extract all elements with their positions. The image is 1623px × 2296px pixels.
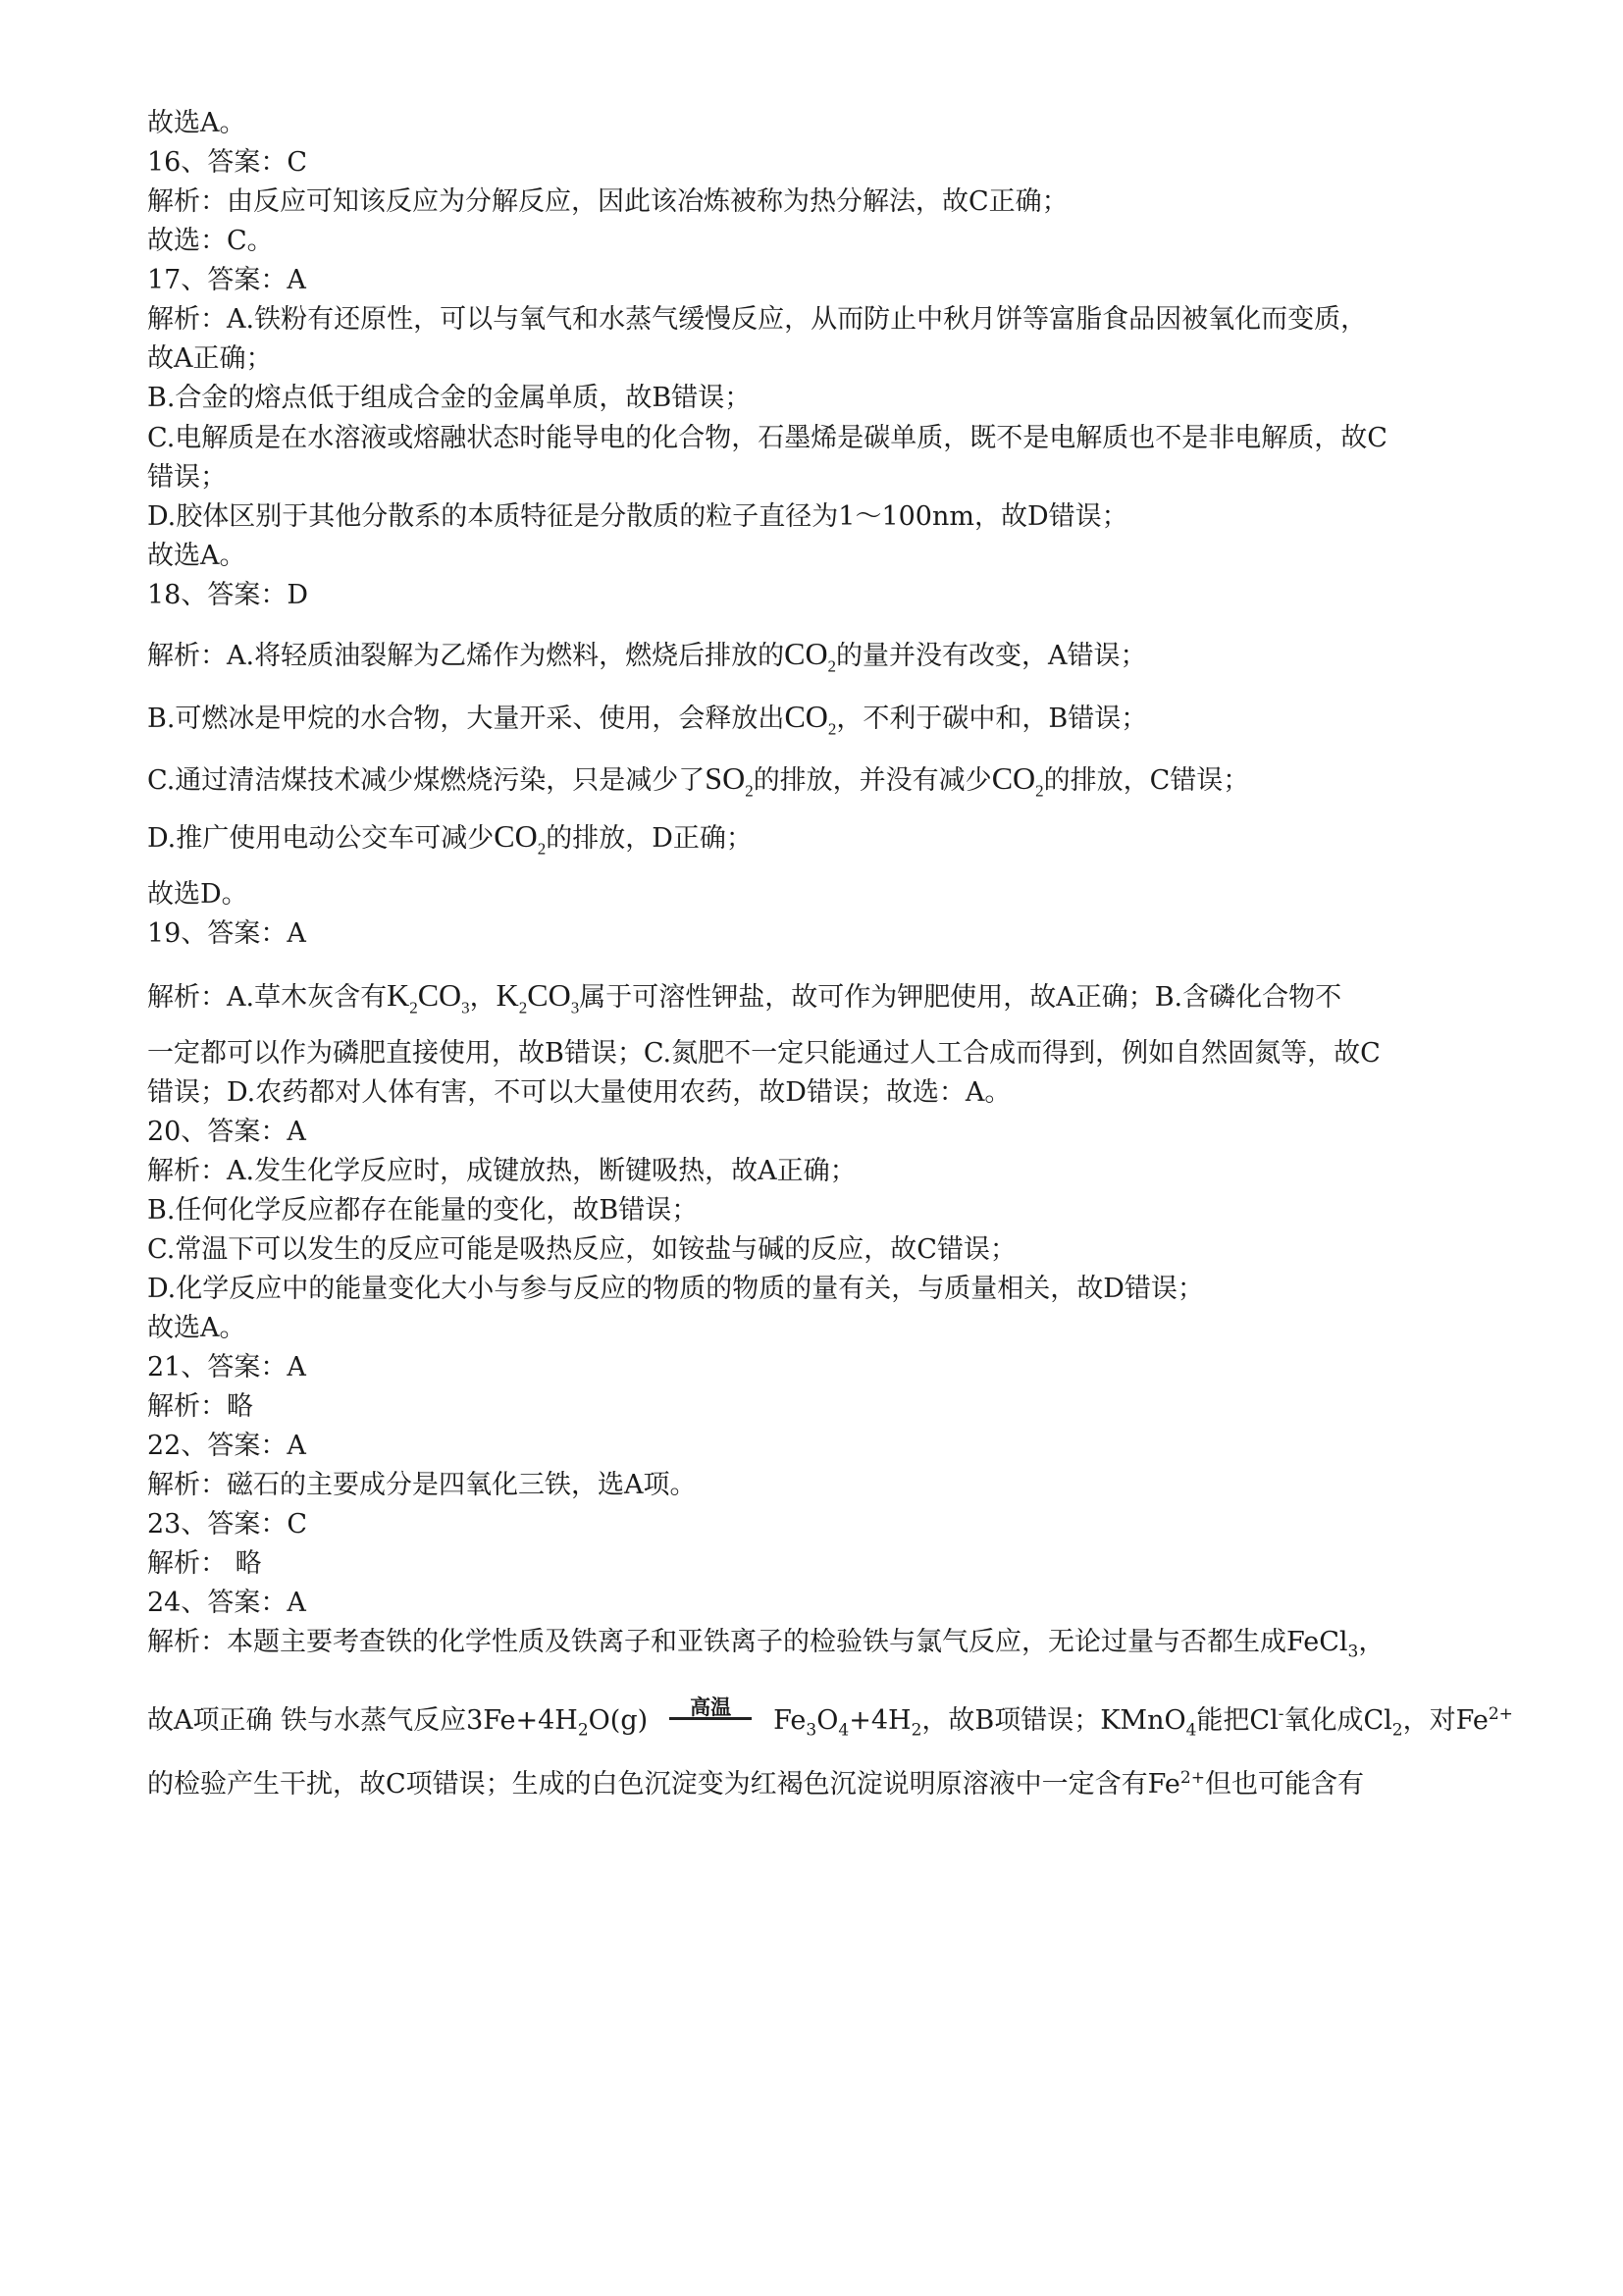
text-line: D.胶体区别于其他分散系的本质特征是分散质的粒子直径为1～100nm，故D错误； bbox=[147, 501, 1128, 532]
text-line: 故选D。 bbox=[147, 879, 248, 910]
formula-subscript: 2 bbox=[827, 656, 837, 676]
formula-subscript: 2 bbox=[537, 839, 547, 859]
text-line: C.常温下可以发生的反应可能是吸热反应，如铵盐与碱的反应，故C错误； bbox=[147, 1234, 1017, 1265]
text-line: 错误； bbox=[147, 462, 227, 493]
chemical-formula bbox=[991, 760, 1044, 801]
text-run: ，故B项错误；KMnO bbox=[921, 1705, 1186, 1736]
subscript: 2 bbox=[577, 1720, 589, 1741]
subscript: 4 bbox=[838, 1720, 850, 1741]
text-run: ，对Fe bbox=[1402, 1705, 1489, 1736]
formula-symbol: K bbox=[387, 977, 410, 1013]
chemical-formula bbox=[784, 699, 837, 739]
text-run: 的检验产生干扰，故C项错误；生成的白色沉淀变为红褐色沉淀说明原溶液中一定含有Fe bbox=[147, 1769, 1180, 1800]
text-line: 解析：A.铁粉有还原性，可以与氧气和水蒸气缓慢反应，从而防止中秋月饼等富脂食品因被氧化而变质， bbox=[147, 304, 1368, 335]
text-run: ， bbox=[1358, 1627, 1386, 1657]
text-line: 故选A。 bbox=[147, 541, 246, 571]
text-run: 解析：本题主要考查铁的化学性质及铁离子和亚铁离子的检验铁与氯气反应，无论过量与否都生成FeCl bbox=[147, 1627, 1348, 1657]
superscript: - bbox=[1278, 1704, 1284, 1724]
text-line bbox=[147, 758, 1505, 801]
text-run: 属于可溶性钾盐，故可作为钾肥使用，故A正确；B.含磷化合物不 bbox=[579, 982, 1342, 1013]
text-line: 故选：C。 bbox=[147, 226, 274, 256]
chemical-formula bbox=[494, 818, 547, 859]
text-line: 解析：磁石的主要成分是四氧化三铁，选A项。 bbox=[147, 1470, 697, 1500]
chemical-formula bbox=[496, 977, 528, 1018]
chemical-formula bbox=[387, 977, 418, 1018]
text-run: 的量并没有改变，A错误； bbox=[836, 641, 1147, 671]
text-run: 的排放，C错误； bbox=[1043, 765, 1250, 796]
text-line: 错误；D.农药都对人体有害，不可以大量使用农药，故D错误；故选：A。 bbox=[147, 1077, 1012, 1108]
text-line bbox=[147, 697, 1505, 739]
text-line: 故选A。 bbox=[147, 1313, 246, 1343]
text-line bbox=[147, 1623, 1505, 1662]
text-run: ，不利于碳中和，B错误； bbox=[836, 704, 1148, 734]
text-run: 解析：A.将轻质油裂解为乙烯作为燃料，燃烧后排放的 bbox=[147, 641, 785, 671]
text-line: 16、答案：C bbox=[147, 147, 308, 178]
formula-symbol: CO bbox=[417, 977, 462, 1013]
subscript: 3 bbox=[1347, 1642, 1359, 1662]
formula-symbol: CO bbox=[784, 699, 828, 734]
formula-symbol: CO bbox=[784, 636, 828, 671]
text-line: 22、答案：A bbox=[147, 1431, 306, 1461]
formula-subscript: 3 bbox=[461, 998, 470, 1018]
formula-subscript: 2 bbox=[518, 998, 528, 1018]
text-line bbox=[147, 975, 1505, 1018]
text-run: O(g) bbox=[588, 1705, 649, 1736]
chemical-formula bbox=[705, 760, 754, 801]
superscript: 2+ bbox=[1179, 1768, 1205, 1788]
subscript: 2 bbox=[1391, 1720, 1403, 1741]
text-run: C.通过清洁煤技术减少煤燃烧污染，只是减少了 bbox=[147, 765, 706, 796]
text-line: C.电解质是在水溶液或熔融状态时能导电的化合物，石墨烯是碳单质，既不是电解质也不是非电解质，故C bbox=[147, 423, 1387, 453]
text-line: B.合金的熔点低于组成合金的金属单质，故B错误； bbox=[147, 383, 752, 413]
formula-subscript: 3 bbox=[570, 998, 580, 1018]
formula-subscript: 2 bbox=[745, 781, 754, 801]
text-line: 24、答案：A bbox=[147, 1588, 306, 1618]
formula-symbol: CO bbox=[527, 977, 571, 1013]
text-line: 17、答案：A bbox=[147, 265, 306, 295]
formula-symbol: SO bbox=[705, 760, 746, 796]
text-run: Fe bbox=[773, 1705, 807, 1736]
text-line: 18、答案：D bbox=[147, 580, 309, 610]
chemical-formula bbox=[784, 636, 837, 676]
text-run: 但也可能含有 bbox=[1204, 1769, 1364, 1800]
text-line bbox=[147, 1765, 1505, 1804]
text-line: 一定都可以作为磷肥直接使用，故B错误；C.氮肥不一定只能通过人工合成而得到，例如自然固氮等，故C bbox=[147, 1038, 1381, 1069]
text-line: 20、答案：A bbox=[147, 1117, 306, 1147]
text-run: D.推广使用电动公交车可减少 bbox=[147, 823, 495, 854]
formula-symbol: CO bbox=[494, 818, 538, 854]
chemical-formula bbox=[527, 977, 580, 1018]
text-line: 19、答案：A bbox=[147, 918, 306, 949]
text-run: 故A项正确 铁与水蒸气反应3Fe+4H bbox=[147, 1705, 578, 1736]
text-run: 能把Cl bbox=[1196, 1705, 1279, 1736]
text-run: ， bbox=[469, 982, 497, 1013]
subscript: 2 bbox=[911, 1720, 922, 1741]
text-run: 氧化成Cl bbox=[1283, 1705, 1392, 1736]
text-line: 解析：略 bbox=[147, 1391, 253, 1422]
text-run: +4H bbox=[849, 1705, 912, 1736]
text-line: 故选A。 bbox=[147, 108, 246, 138]
text-run: 解析：A.草木灰含有 bbox=[147, 982, 388, 1013]
formula-subscript: 2 bbox=[1035, 781, 1044, 801]
text-line: 故A正确； bbox=[147, 343, 273, 374]
superscript: 2+ bbox=[1488, 1704, 1513, 1724]
formula-symbol: K bbox=[496, 977, 519, 1013]
text-line: 解析：A.发生化学反应时，成键放热，断键吸热，故A正确； bbox=[147, 1156, 857, 1186]
formula-subscript: 2 bbox=[827, 719, 837, 739]
formula-symbol: CO bbox=[991, 760, 1036, 796]
text-line: 解析： 略 bbox=[147, 1548, 262, 1579]
text-line bbox=[147, 1695, 1513, 1741]
subscript: 4 bbox=[1185, 1720, 1197, 1741]
text-line: 解析：由反应可知该反应为分解反应，因此该冶炼被称为热分解法，故C正确； bbox=[147, 186, 1069, 217]
text-line bbox=[147, 634, 1505, 676]
text-run: B.可燃冰是甲烷的水合物，大量开采、使用，会释放出 bbox=[147, 704, 785, 734]
text-line: D.化学反应中的能量变化大小与参与反应的物质的物质的量有关，与质量相关，故D错误； bbox=[147, 1274, 1204, 1304]
chemical-formula bbox=[417, 977, 470, 1018]
reaction-condition: 高温 bbox=[690, 1695, 732, 1719]
text-run: 的排放，D正确； bbox=[546, 823, 753, 854]
text-line: 21、答案：A bbox=[147, 1352, 306, 1383]
text-run: O bbox=[816, 1705, 839, 1736]
text-run: 的排放，并没有减少 bbox=[753, 765, 992, 796]
text-line: B.任何化学反应都存在能量的变化，故B错误； bbox=[147, 1195, 699, 1226]
formula-subscript: 2 bbox=[409, 998, 418, 1018]
text-line bbox=[147, 816, 1505, 859]
subscript: 3 bbox=[806, 1720, 817, 1741]
text-line: 23、答案：C bbox=[147, 1509, 308, 1539]
